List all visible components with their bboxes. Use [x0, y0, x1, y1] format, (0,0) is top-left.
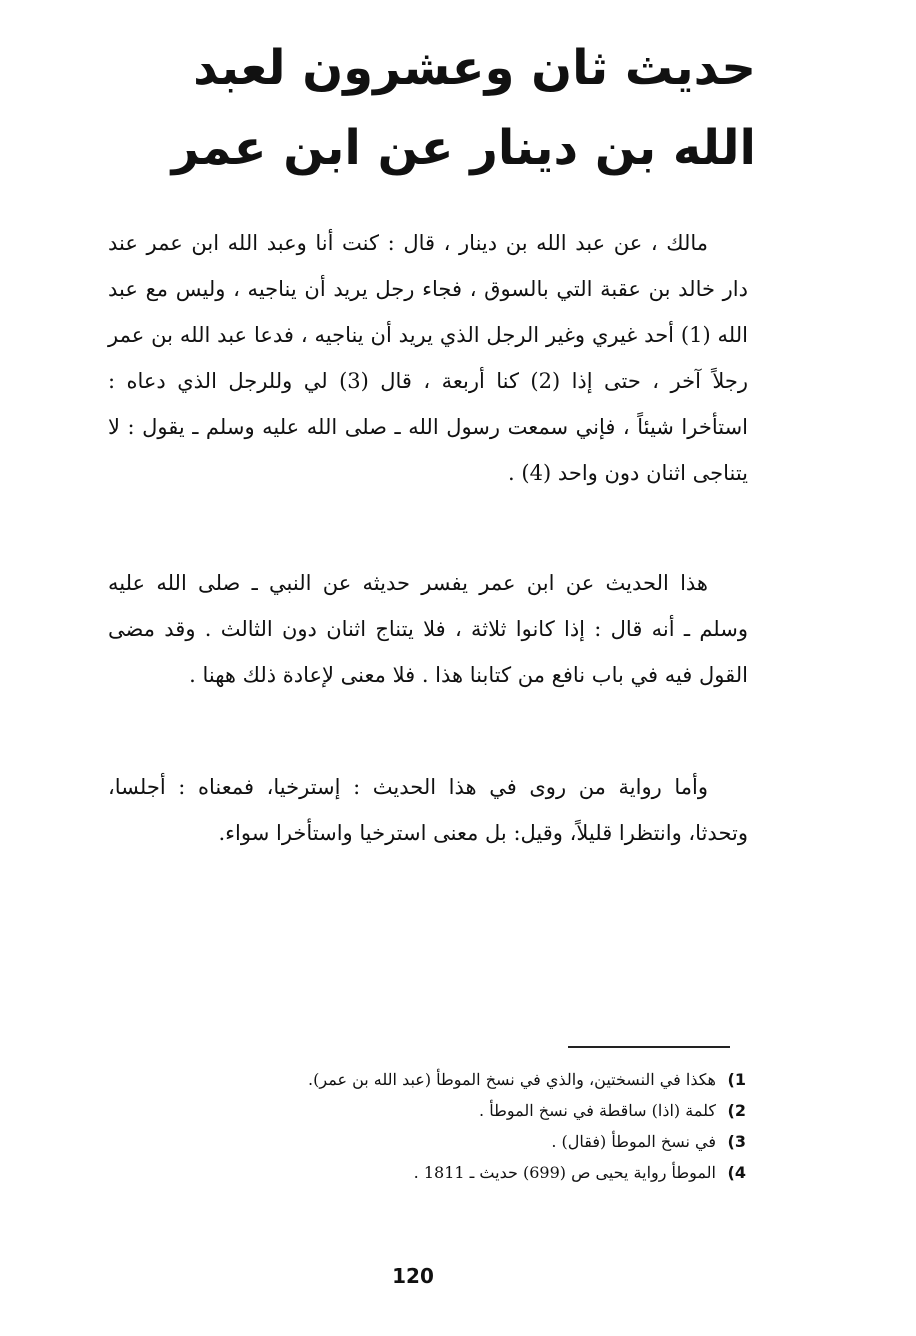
footnote-text: كلمة (اذا) ساقطة في نسخ الموطأ .: [479, 1101, 716, 1120]
footnote-text: الموطأ رواية يحيى ص (699) حديث ـ 1811 .: [413, 1163, 716, 1182]
footnote-text: في نسخ الموطأ (فقال) .: [551, 1132, 716, 1151]
paragraph-text: مالك ، عن عبد الله بن دينار ، قال : كنت أنا وعبد الله ابن عمر عند دار خالد بن عقبة التي بالسوق ، فجاء رجل يريد أن يناجيه ، وليس مع عبد الله (1) أحد غيري وغير الرجل الذي يريد أن يناجيه ، فدعا عبد الله بن عمر رجلاً آخر ، حتى إذا (2) كنا أربعة ، قال (3) لي وللرجل الذي دعاه : استأخرا شيئاً ، فإني سمعت رسول الله ـ صلى الله عليه وسلم ـ يقول : لا يتناجى اثنان دون واحد (4) .: [108, 231, 748, 485]
body-paragraph-riwaya: [108, 764, 748, 856]
page-number: 120: [392, 1264, 434, 1288]
body-paragraph-commentary: [108, 560, 748, 698]
footnote-separator: [568, 1046, 730, 1048]
footnote-number: 1): [727, 1070, 746, 1089]
chapter-title: حديث ثان وعشرون لعبد الله بن دينار عن ابن عمر: [171, 40, 756, 176]
footnote-text: هكذا في النسختين، والذي في نسخ الموطأ (عبد الله بن عمر).: [308, 1070, 716, 1089]
footnote-item: [126, 1126, 746, 1157]
body-paragraph-hadith: [108, 220, 748, 496]
footnote-item: [126, 1157, 746, 1188]
footnotes-list: [126, 1064, 746, 1188]
paragraph-text: هذا الحديث عن ابن عمر يفسر حديثه عن النبي ـ صلى الله عليه وسلم ـ أنه قال : إذا كانوا ثلاثة ، فلا يتناج اثنان دون الثالث . وقد مضى القول فيه في باب نافع من كتابنا هذا . فلا معنى لإعادة ذلك ههنا .: [108, 571, 748, 687]
footnote-number: 4): [727, 1163, 746, 1182]
footnote-number: 3): [727, 1132, 746, 1151]
footnote-number: 2): [727, 1101, 746, 1120]
footnote-item: [126, 1095, 746, 1126]
footnote-item: [126, 1064, 746, 1095]
paragraph-text: وأما رواية من روى في هذا الحديث : إسترخيا، فمعناه : أجلسا، وتحدثا، وانتظرا قليلاً، وقيل: بل معنى استرخيا واستأخرا سواء.: [108, 775, 748, 845]
